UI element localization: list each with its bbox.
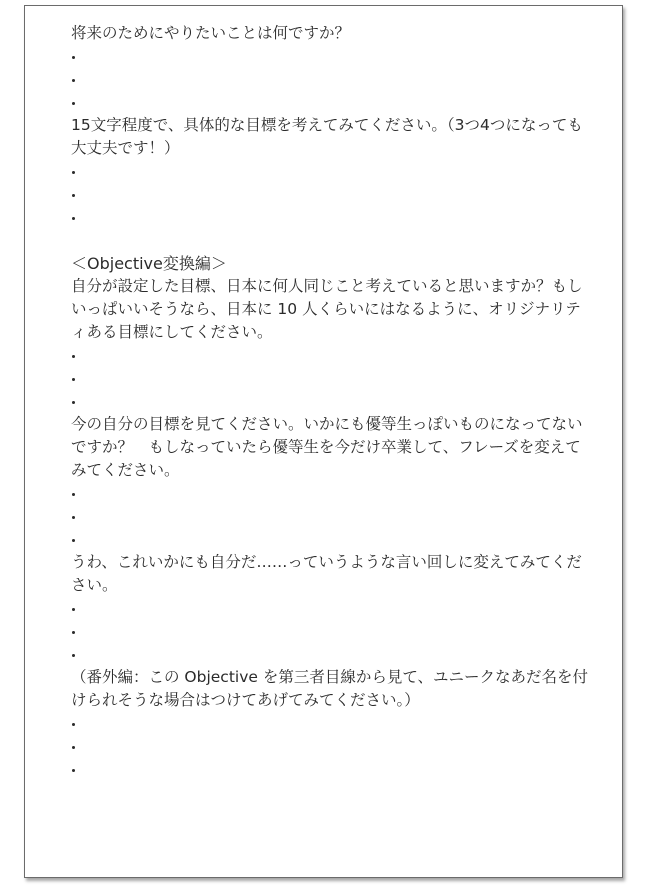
- section-heading: ＜Objective変換編＞: [71, 254, 227, 273]
- answer-bullet: [71, 620, 591, 643]
- answer-bullet: [71, 160, 591, 183]
- answer-bullet: [71, 68, 591, 91]
- question-personal-phrasing: うわ、これいかにも自分だ……っていうような言い回しに変えてみてください。: [71, 553, 582, 594]
- answer-bullet: [71, 643, 591, 666]
- answer-bullet: [71, 390, 591, 413]
- answer-bullet: [71, 758, 591, 781]
- answer-bullet: [71, 597, 591, 620]
- answer-bullet: [71, 45, 591, 68]
- question-honor-student: 今の自分の目標を見てください。いかにも優等生っぽいものになってないですか？ もしなっていたら優等生を今だけ卒業して、フレーズを変えてみてください。: [71, 415, 583, 479]
- answer-bullet: [71, 91, 591, 114]
- question-specific-goals: 15文字程度で、具体的な目標を考えてみてください。（3つ4つになっても大丈夫です！）: [71, 116, 583, 157]
- answer-bullet: [71, 712, 591, 735]
- answer-bullet: [71, 344, 591, 367]
- answer-bullet: [71, 482, 591, 505]
- question-originality: 自分が設定した目標、日本に何人同じこと考えていると思いますか？もしいっぱいいそうなら、日本に 10 人くらいにはなるように、オリジナリティある目標にしてください。: [71, 277, 583, 341]
- answer-bullet: [71, 735, 591, 758]
- question-future-goals: 将来のためにやりたいことは何ですか？: [71, 24, 351, 42]
- answer-bullet: [71, 183, 591, 206]
- section-spacer: [71, 229, 591, 252]
- worksheet-content: [71, 22, 591, 781]
- answer-bullet: [71, 528, 591, 551]
- question-nickname-extra: （番外編：この Objective を第三者目線から見て、ユニークなあだ名を付けられそうな場合はつけてあげてみてください。）: [71, 668, 589, 709]
- answer-bullet: [71, 367, 591, 390]
- answer-bullet: [71, 505, 591, 528]
- worksheet-page: [24, 5, 623, 878]
- answer-bullet: [71, 206, 591, 229]
